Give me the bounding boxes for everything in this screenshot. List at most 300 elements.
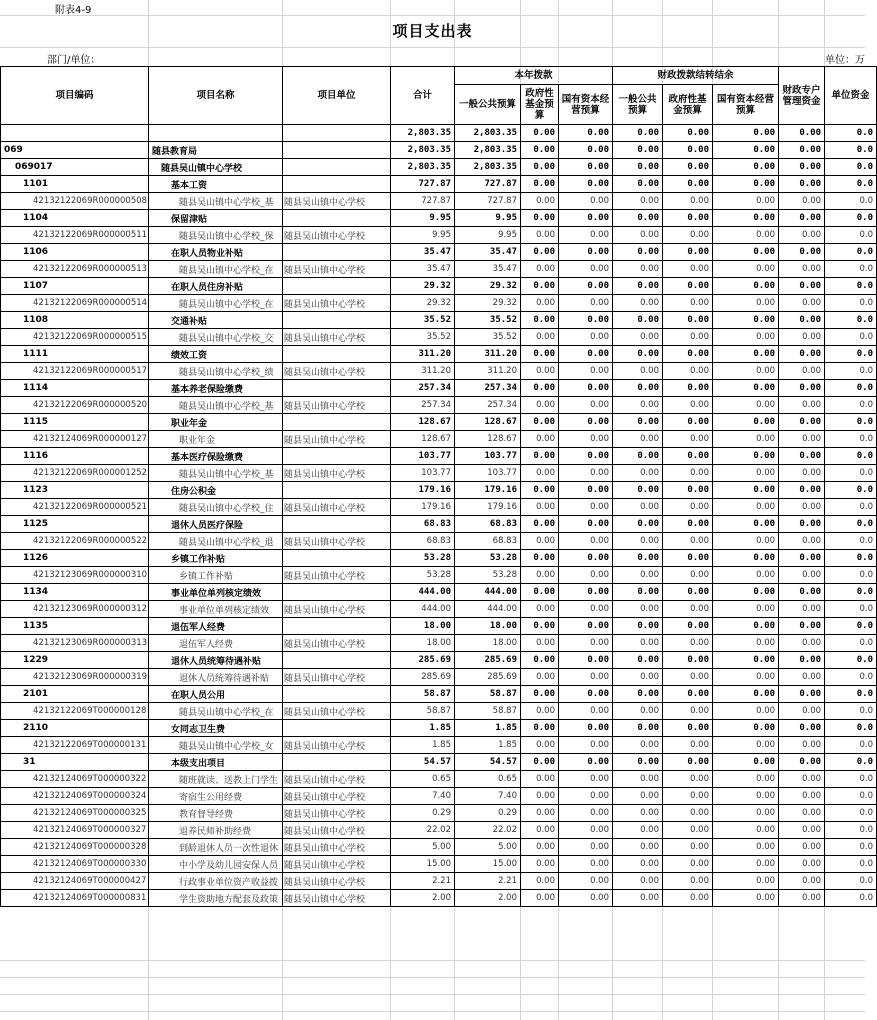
project-unit-cell[interactable]: 随县吴山镇中心学校 [283,737,391,754]
project-name-cell[interactable]: 学生资助地方配套及政策 [149,890,283,907]
carryover-general-budget-cell[interactable]: 0.00 [613,380,663,397]
special-account-cell[interactable]: 0.00 [779,856,825,873]
gov-fund-cell[interactable]: 0.00 [521,482,559,499]
special-account-cell[interactable]: 0.00 [779,686,825,703]
unit-funds-cell[interactable]: 0.0 [825,754,877,771]
state-capital-cell[interactable]: 0.00 [559,890,613,907]
project-unit-cell[interactable] [283,278,391,295]
state-capital-cell[interactable]: 0.00 [559,193,613,210]
carryover-gov-fund-cell[interactable]: 0.00 [663,499,713,516]
carryover-general-budget-cell[interactable]: 0.00 [613,890,663,907]
carryover-gov-fund-cell[interactable]: 0.00 [663,176,713,193]
project-code-cell[interactable]: 2101 [1,686,149,703]
state-capital-cell[interactable]: 0.00 [559,686,613,703]
carryover-general-budget-cell[interactable]: 0.00 [613,601,663,618]
state-capital-cell[interactable]: 0.00 [559,346,613,363]
project-name-cell[interactable]: 乡镇工作补贴 [149,567,283,584]
project-name-cell[interactable]: 教育督导经费 [149,805,283,822]
carryover-state-capital-cell[interactable]: 0.00 [713,499,779,516]
special-account-cell[interactable]: 0.00 [779,125,825,142]
gov-fund-cell[interactable]: 0.00 [521,550,559,567]
project-name-cell[interactable]: 到龄退休人员一次性退休 [149,839,283,856]
carryover-general-budget-cell[interactable]: 0.00 [613,210,663,227]
total-cell[interactable]: 9.95 [391,227,455,244]
special-account-cell[interactable]: 0.00 [779,890,825,907]
total-cell[interactable]: 58.87 [391,686,455,703]
carryover-state-capital-cell[interactable]: 0.00 [713,822,779,839]
general-budget-cell[interactable]: 1.85 [455,737,521,754]
unit-funds-cell[interactable]: 0.0 [825,278,877,295]
project-unit-cell[interactable] [283,346,391,363]
special-account-cell[interactable]: 0.00 [779,227,825,244]
unit-funds-cell[interactable]: 0.0 [825,312,877,329]
carryover-gov-fund-cell[interactable]: 0.00 [663,380,713,397]
general-budget-cell[interactable]: 5.00 [455,839,521,856]
project-unit-cell[interactable] [283,516,391,533]
carryover-general-budget-cell[interactable]: 0.00 [613,635,663,652]
unit-funds-cell[interactable]: 0.0 [825,805,877,822]
state-capital-cell[interactable]: 0.00 [559,771,613,788]
special-account-cell[interactable]: 0.00 [779,652,825,669]
unit-funds-cell[interactable]: 0.0 [825,567,877,584]
total-cell[interactable]: 53.28 [391,567,455,584]
project-code-cell[interactable]: 42132123069R000000319 [1,669,149,686]
carryover-general-budget-cell[interactable]: 0.00 [613,703,663,720]
general-budget-cell[interactable]: 2,803.35 [455,142,521,159]
special-account-cell[interactable]: 0.00 [779,431,825,448]
general-budget-cell[interactable]: 285.69 [455,669,521,686]
carryover-general-budget-cell[interactable]: 0.00 [613,533,663,550]
carryover-state-capital-cell[interactable]: 0.00 [713,227,779,244]
project-code-cell[interactable]: 1115 [1,414,149,431]
gov-fund-cell[interactable]: 0.00 [521,856,559,873]
project-code-cell[interactable]: 42132123069R000000312 [1,601,149,618]
gov-fund-cell[interactable]: 0.00 [521,278,559,295]
project-name-cell[interactable]: 在职人员公用 [149,686,283,703]
unit-funds-cell[interactable]: 0.0 [825,584,877,601]
project-name-cell[interactable]: 随县吴山镇中心学校_交 [149,329,283,346]
carryover-gov-fund-cell[interactable]: 0.00 [663,363,713,380]
carryover-general-budget-cell[interactable]: 0.00 [613,754,663,771]
special-account-cell[interactable]: 0.00 [779,703,825,720]
special-account-cell[interactable]: 0.00 [779,635,825,652]
unit-funds-cell[interactable]: 0.0 [825,652,877,669]
total-cell[interactable]: 0.29 [391,805,455,822]
project-unit-cell[interactable] [283,482,391,499]
carryover-gov-fund-cell[interactable]: 0.00 [663,516,713,533]
carryover-gov-fund-cell[interactable]: 0.00 [663,431,713,448]
carryover-general-budget-cell[interactable]: 0.00 [613,499,663,516]
state-capital-cell[interactable]: 0.00 [559,703,613,720]
carryover-gov-fund-cell[interactable]: 0.00 [663,244,713,261]
general-budget-cell[interactable]: 9.95 [455,227,521,244]
carryover-state-capital-cell[interactable]: 0.00 [713,448,779,465]
state-capital-cell[interactable]: 0.00 [559,652,613,669]
carryover-general-budget-cell[interactable]: 0.00 [613,737,663,754]
unit-funds-cell[interactable]: 0.0 [825,193,877,210]
gov-fund-cell[interactable]: 0.00 [521,312,559,329]
unit-funds-cell[interactable]: 0.0 [825,669,877,686]
general-budget-cell[interactable]: 29.32 [455,278,521,295]
project-name-cell[interactable]: 随县吴山镇中心学校_在 [149,295,283,312]
total-cell[interactable]: 727.87 [391,176,455,193]
carryover-gov-fund-cell[interactable]: 0.00 [663,601,713,618]
gov-fund-cell[interactable]: 0.00 [521,635,559,652]
project-code-cell[interactable]: 1108 [1,312,149,329]
total-cell[interactable]: 7.40 [391,788,455,805]
gov-fund-cell[interactable]: 0.00 [521,567,559,584]
general-budget-cell[interactable]: 444.00 [455,601,521,618]
project-name-cell[interactable]: 基本养老保险缴费 [149,380,283,397]
carryover-state-capital-cell[interactable]: 0.00 [713,652,779,669]
carryover-gov-fund-cell[interactable]: 0.00 [663,295,713,312]
gov-fund-cell[interactable]: 0.00 [521,703,559,720]
carryover-state-capital-cell[interactable]: 0.00 [713,125,779,142]
project-code-cell[interactable]: 1229 [1,652,149,669]
carryover-state-capital-cell[interactable]: 0.00 [713,210,779,227]
general-budget-cell[interactable]: 68.83 [455,516,521,533]
project-unit-cell[interactable] [283,550,391,567]
unit-funds-cell[interactable]: 0.0 [825,431,877,448]
state-capital-cell[interactable]: 0.00 [559,805,613,822]
carryover-gov-fund-cell[interactable]: 0.00 [663,533,713,550]
carryover-state-capital-cell[interactable]: 0.00 [713,516,779,533]
state-capital-cell[interactable]: 0.00 [559,465,613,482]
total-cell[interactable]: 22.02 [391,822,455,839]
carryover-gov-fund-cell[interactable]: 0.00 [663,227,713,244]
unit-funds-cell[interactable]: 0.0 [825,601,877,618]
project-name-cell[interactable]: 行政事业单位资产收益拨 [149,873,283,890]
total-cell[interactable]: 53.28 [391,550,455,567]
state-capital-cell[interactable]: 0.00 [559,584,613,601]
project-unit-cell[interactable]: 随县吴山镇中心学校 [283,193,391,210]
special-account-cell[interactable]: 0.00 [779,771,825,788]
unit-funds-cell[interactable]: 0.0 [825,465,877,482]
special-account-cell[interactable]: 0.00 [779,873,825,890]
unit-funds-cell[interactable]: 0.0 [825,703,877,720]
carryover-general-budget-cell[interactable]: 0.00 [613,550,663,567]
carryover-general-budget-cell[interactable]: 0.00 [613,346,663,363]
gov-fund-cell[interactable]: 0.00 [521,125,559,142]
state-capital-cell[interactable]: 0.00 [559,329,613,346]
special-account-cell[interactable]: 0.00 [779,465,825,482]
project-code-cell[interactable] [1,125,149,142]
general-budget-cell[interactable]: 18.00 [455,618,521,635]
project-code-cell[interactable]: 069017 [1,159,149,176]
general-budget-cell[interactable]: 2.00 [455,890,521,907]
project-name-cell[interactable]: 随县吴山镇中心学校_在 [149,703,283,720]
project-name-cell[interactable]: 退伍军人经费 [149,635,283,652]
state-capital-cell[interactable]: 0.00 [559,125,613,142]
carryover-general-budget-cell[interactable]: 0.00 [613,771,663,788]
special-account-cell[interactable]: 0.00 [779,363,825,380]
project-name-cell[interactable]: 基本医疗保险缴费 [149,448,283,465]
carryover-gov-fund-cell[interactable]: 0.00 [663,771,713,788]
special-account-cell[interactable]: 0.00 [779,346,825,363]
gov-fund-cell[interactable]: 0.00 [521,499,559,516]
general-budget-cell[interactable]: 257.34 [455,380,521,397]
total-cell[interactable]: 2,803.35 [391,159,455,176]
state-capital-cell[interactable]: 0.00 [559,482,613,499]
project-code-cell[interactable]: 42132122069R000000511 [1,227,149,244]
unit-funds-cell[interactable]: 0.0 [825,346,877,363]
carryover-state-capital-cell[interactable]: 0.00 [713,329,779,346]
project-unit-cell[interactable] [283,754,391,771]
project-name-cell[interactable]: 随县吴山镇中心学校_基 [149,465,283,482]
gov-fund-cell[interactable]: 0.00 [521,533,559,550]
project-code-cell[interactable]: 1126 [1,550,149,567]
unit-funds-cell[interactable]: 0.0 [825,244,877,261]
gov-fund-cell[interactable]: 0.00 [521,686,559,703]
project-name-cell[interactable]: 退休人员统筹待遇补贴 [149,652,283,669]
project-unit-cell[interactable]: 随县吴山镇中心学校 [283,295,391,312]
carryover-general-budget-cell[interactable]: 0.00 [613,669,663,686]
project-name-cell[interactable]: 中小学及幼儿园安保人员 [149,856,283,873]
unit-funds-cell[interactable]: 0.0 [825,788,877,805]
carryover-general-budget-cell[interactable]: 0.00 [613,278,663,295]
carryover-gov-fund-cell[interactable]: 0.00 [663,754,713,771]
carryover-gov-fund-cell[interactable]: 0.00 [663,839,713,856]
carryover-gov-fund-cell[interactable]: 0.00 [663,635,713,652]
special-account-cell[interactable]: 0.00 [779,788,825,805]
special-account-cell[interactable]: 0.00 [779,669,825,686]
project-code-cell[interactable]: 42132124069T000000427 [1,873,149,890]
special-account-cell[interactable]: 0.00 [779,176,825,193]
total-cell[interactable]: 58.87 [391,703,455,720]
project-code-cell[interactable]: 42132122069R000000515 [1,329,149,346]
total-cell[interactable]: 9.95 [391,210,455,227]
gov-fund-cell[interactable]: 0.00 [521,448,559,465]
project-unit-cell[interactable]: 随县吴山镇中心学校 [283,771,391,788]
carryover-state-capital-cell[interactable]: 0.00 [713,380,779,397]
total-cell[interactable]: 103.77 [391,448,455,465]
carryover-state-capital-cell[interactable]: 0.00 [713,618,779,635]
general-budget-cell[interactable]: 15.00 [455,856,521,873]
carryover-state-capital-cell[interactable]: 0.00 [713,159,779,176]
unit-funds-cell[interactable]: 0.0 [825,890,877,907]
carryover-gov-fund-cell[interactable]: 0.00 [663,312,713,329]
gov-fund-cell[interactable]: 0.00 [521,822,559,839]
special-account-cell[interactable]: 0.00 [779,567,825,584]
general-budget-cell[interactable]: 35.52 [455,329,521,346]
state-capital-cell[interactable]: 0.00 [559,754,613,771]
general-budget-cell[interactable]: 35.47 [455,244,521,261]
state-capital-cell[interactable]: 0.00 [559,516,613,533]
gov-fund-cell[interactable]: 0.00 [521,227,559,244]
project-name-cell[interactable]: 随县吴山镇中心学校_绩 [149,363,283,380]
project-name-cell[interactable]: 随县吴山镇中心学校_保 [149,227,283,244]
state-capital-cell[interactable]: 0.00 [559,499,613,516]
carryover-state-capital-cell[interactable]: 0.00 [713,720,779,737]
gov-fund-cell[interactable]: 0.00 [521,601,559,618]
project-unit-cell[interactable] [283,380,391,397]
carryover-general-budget-cell[interactable]: 0.00 [613,312,663,329]
unit-funds-cell[interactable]: 0.0 [825,737,877,754]
unit-funds-cell[interactable]: 0.0 [825,839,877,856]
carryover-general-budget-cell[interactable]: 0.00 [613,516,663,533]
carryover-gov-fund-cell[interactable]: 0.00 [663,890,713,907]
special-account-cell[interactable]: 0.00 [779,414,825,431]
carryover-state-capital-cell[interactable]: 0.00 [713,465,779,482]
gov-fund-cell[interactable]: 0.00 [521,176,559,193]
total-cell[interactable]: 2,803.35 [391,142,455,159]
special-account-cell[interactable]: 0.00 [779,839,825,856]
state-capital-cell[interactable]: 0.00 [559,295,613,312]
special-account-cell[interactable]: 0.00 [779,380,825,397]
project-unit-cell[interactable] [283,652,391,669]
carryover-general-budget-cell[interactable]: 0.00 [613,839,663,856]
project-name-cell[interactable]: 本级支出项目 [149,754,283,771]
carryover-gov-fund-cell[interactable]: 0.00 [663,397,713,414]
project-unit-cell[interactable] [283,176,391,193]
state-capital-cell[interactable]: 0.00 [559,244,613,261]
carryover-general-budget-cell[interactable]: 0.00 [613,244,663,261]
total-cell[interactable]: 2,803.35 [391,125,455,142]
unit-funds-cell[interactable]: 0.0 [825,295,877,312]
project-unit-cell[interactable]: 随县吴山镇中心学校 [283,788,391,805]
carryover-general-budget-cell[interactable]: 0.00 [613,176,663,193]
carryover-general-budget-cell[interactable]: 0.00 [613,652,663,669]
unit-funds-cell[interactable]: 0.0 [825,499,877,516]
gov-fund-cell[interactable]: 0.00 [521,754,559,771]
total-cell[interactable]: 311.20 [391,363,455,380]
project-code-cell[interactable]: 1134 [1,584,149,601]
special-account-cell[interactable]: 0.00 [779,601,825,618]
unit-funds-cell[interactable]: 0.0 [825,363,877,380]
state-capital-cell[interactable]: 0.00 [559,261,613,278]
project-code-cell[interactable]: 42132124069T000000330 [1,856,149,873]
carryover-state-capital-cell[interactable]: 0.00 [713,584,779,601]
total-cell[interactable]: 257.34 [391,380,455,397]
general-budget-cell[interactable]: 9.95 [455,210,521,227]
general-budget-cell[interactable]: 179.16 [455,482,521,499]
project-unit-cell[interactable]: 随县吴山镇中心学校 [283,465,391,482]
special-account-cell[interactable]: 0.00 [779,720,825,737]
state-capital-cell[interactable]: 0.00 [559,788,613,805]
project-unit-cell[interactable]: 随县吴山镇中心学校 [283,839,391,856]
gov-fund-cell[interactable]: 0.00 [521,346,559,363]
special-account-cell[interactable]: 0.00 [779,482,825,499]
state-capital-cell[interactable]: 0.00 [559,601,613,618]
carryover-general-budget-cell[interactable]: 0.00 [613,567,663,584]
unit-funds-cell[interactable]: 0.0 [825,176,877,193]
special-account-cell[interactable]: 0.00 [779,737,825,754]
project-unit-cell[interactable] [283,210,391,227]
state-capital-cell[interactable]: 0.00 [559,839,613,856]
state-capital-cell[interactable]: 0.00 [559,159,613,176]
carryover-state-capital-cell[interactable]: 0.00 [713,244,779,261]
special-account-cell[interactable]: 0.00 [779,805,825,822]
general-budget-cell[interactable]: 54.57 [455,754,521,771]
general-budget-cell[interactable]: 0.65 [455,771,521,788]
total-cell[interactable]: 444.00 [391,601,455,618]
project-unit-cell[interactable] [283,686,391,703]
project-unit-cell[interactable] [283,244,391,261]
carryover-state-capital-cell[interactable]: 0.00 [713,397,779,414]
carryover-general-budget-cell[interactable]: 0.00 [613,431,663,448]
project-name-cell[interactable]: 职业年金 [149,414,283,431]
project-code-cell[interactable]: 42132123069R000000313 [1,635,149,652]
carryover-state-capital-cell[interactable]: 0.00 [713,346,779,363]
general-budget-cell[interactable]: 53.28 [455,567,521,584]
gov-fund-cell[interactable]: 0.00 [521,244,559,261]
unit-funds-cell[interactable]: 0.0 [825,635,877,652]
carryover-gov-fund-cell[interactable]: 0.00 [663,805,713,822]
special-account-cell[interactable]: 0.00 [779,312,825,329]
unit-funds-cell[interactable]: 0.0 [825,686,877,703]
state-capital-cell[interactable]: 0.00 [559,227,613,244]
carryover-gov-fund-cell[interactable]: 0.00 [663,703,713,720]
special-account-cell[interactable]: 0.00 [779,533,825,550]
special-account-cell[interactable]: 0.00 [779,193,825,210]
state-capital-cell[interactable]: 0.00 [559,720,613,737]
carryover-state-capital-cell[interactable]: 0.00 [713,567,779,584]
total-cell[interactable]: 1.85 [391,737,455,754]
carryover-general-budget-cell[interactable]: 0.00 [613,448,663,465]
general-budget-cell[interactable]: 444.00 [455,584,521,601]
carryover-state-capital-cell[interactable]: 0.00 [713,686,779,703]
gov-fund-cell[interactable]: 0.00 [521,295,559,312]
general-budget-cell[interactable]: 103.77 [455,465,521,482]
state-capital-cell[interactable]: 0.00 [559,414,613,431]
carryover-general-budget-cell[interactable]: 0.00 [613,873,663,890]
carryover-general-budget-cell[interactable]: 0.00 [613,363,663,380]
state-capital-cell[interactable]: 0.00 [559,669,613,686]
gov-fund-cell[interactable]: 0.00 [521,873,559,890]
project-code-cell[interactable]: 42132122069R000000521 [1,499,149,516]
project-unit-cell[interactable] [283,618,391,635]
total-cell[interactable]: 179.16 [391,499,455,516]
unit-funds-cell[interactable]: 0.0 [825,227,877,244]
project-unit-cell[interactable] [283,159,391,176]
gov-fund-cell[interactable]: 0.00 [521,414,559,431]
project-code-cell[interactable]: 42132122069R000000513 [1,261,149,278]
total-cell[interactable]: 128.67 [391,431,455,448]
general-budget-cell[interactable]: 58.87 [455,686,521,703]
carryover-state-capital-cell[interactable]: 0.00 [713,193,779,210]
project-name-cell[interactable] [149,125,283,142]
gov-fund-cell[interactable]: 0.00 [521,516,559,533]
unit-funds-cell[interactable]: 0.0 [825,159,877,176]
special-account-cell[interactable]: 0.00 [779,516,825,533]
state-capital-cell[interactable]: 0.00 [559,142,613,159]
carryover-gov-fund-cell[interactable]: 0.00 [663,856,713,873]
total-cell[interactable]: 0.65 [391,771,455,788]
carryover-general-budget-cell[interactable]: 0.00 [613,822,663,839]
state-capital-cell[interactable]: 0.00 [559,431,613,448]
project-unit-cell[interactable] [283,125,391,142]
project-code-cell[interactable]: 42132122069R000001252 [1,465,149,482]
carryover-general-budget-cell[interactable]: 0.00 [613,805,663,822]
project-unit-cell[interactable]: 随县吴山镇中心学校 [283,856,391,873]
state-capital-cell[interactable]: 0.00 [559,618,613,635]
carryover-gov-fund-cell[interactable]: 0.00 [663,873,713,890]
total-cell[interactable]: 257.34 [391,397,455,414]
special-account-cell[interactable]: 0.00 [779,261,825,278]
total-cell[interactable]: 1.85 [391,720,455,737]
project-name-cell[interactable]: 随县吴山镇中心学校_在 [149,261,283,278]
project-unit-cell[interactable] [283,414,391,431]
gov-fund-cell[interactable]: 0.00 [521,771,559,788]
carryover-state-capital-cell[interactable]: 0.00 [713,635,779,652]
carryover-state-capital-cell[interactable]: 0.00 [713,890,779,907]
unit-funds-cell[interactable]: 0.0 [825,414,877,431]
project-name-cell[interactable]: 绩效工资 [149,346,283,363]
project-name-cell[interactable]: 在职人员住房补贴 [149,278,283,295]
project-code-cell[interactable]: 42132122069R000000508 [1,193,149,210]
general-budget-cell[interactable]: 128.67 [455,431,521,448]
carryover-gov-fund-cell[interactable]: 0.00 [663,652,713,669]
